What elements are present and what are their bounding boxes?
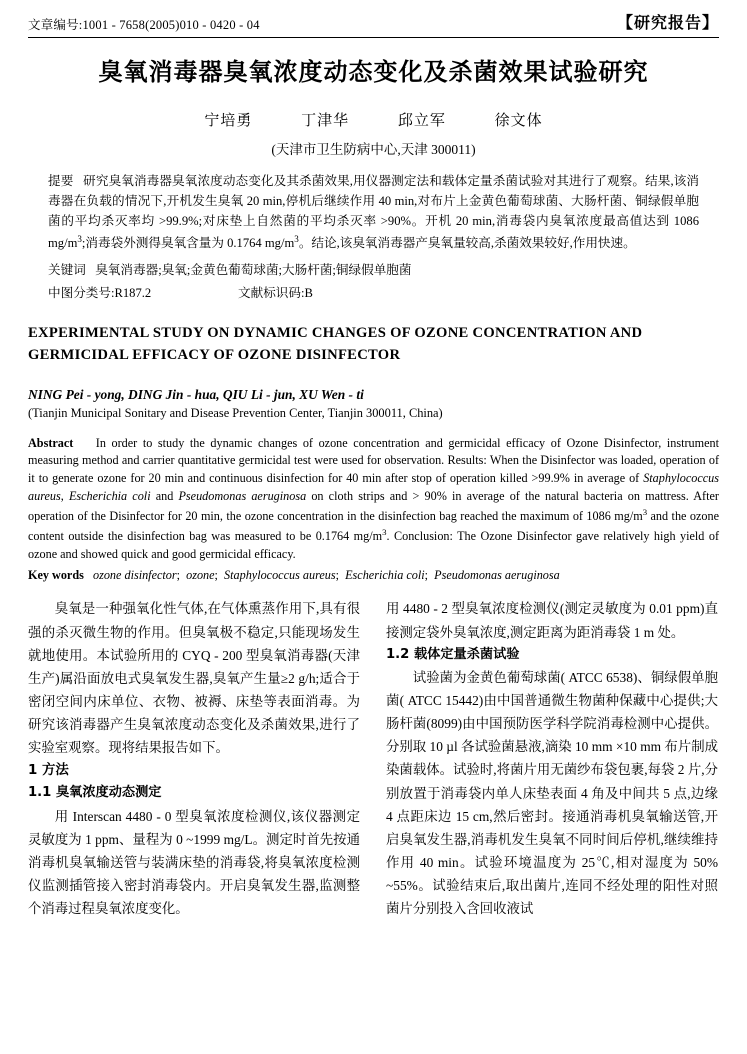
- author-3: 邱立军: [397, 113, 446, 129]
- keywords-en-label: Key words: [28, 568, 84, 583]
- keyword-en-1: ozone disinfector: [93, 568, 177, 583]
- author-4: 徐文体: [494, 113, 543, 129]
- abstract-en-sup-1: 3: [642, 506, 648, 517]
- paragraph-1-1-cont: 用 4480 - 2 型臭氧浓度检测仪(测定灵敏度为 0.01 ppm)直接测定袋外臭氧浓度,测定距离为距消毒袋 1 m 处。: [386, 601, 718, 640]
- abstract-cn-sup-1: 3: [77, 233, 82, 244]
- keywords-cn-text: 臭氧消毒器;臭氧;金黄色葡萄球菌;大肠杆菌;铜绿假单胞菌: [95, 262, 412, 277]
- abstract-cn-sup-2: 3: [294, 233, 299, 244]
- paragraph-1-1: 用 Interscan 4480 - 0 型臭氧浓度检测仪,该仪器测定灵敏度为 1 ppm、量程为 0 ~1999 mg/L。测定时首先按通消毒机臭氧输送管与装满床垫的消毒袋,将臭氧浓度检测仪监测插管接入密封消毒袋内。开启臭氧发生器,监测整个消毒过程臭氧浓度变化。: [28, 808, 360, 916]
- affiliation-cn: (天津市卫生防病中心,天津 300011): [271, 142, 476, 157]
- keyword-en-4: Escherichia coli: [345, 568, 425, 583]
- keyword-en-2: ozone: [186, 568, 215, 583]
- author-list: [28, 109, 719, 130]
- column-left: [28, 597, 360, 919]
- abstract-en-sup-2: 3: [382, 526, 387, 537]
- page-header: [28, 10, 719, 37]
- keyword-en-3: Staphylococcus aureus: [224, 568, 336, 583]
- abstract-en-i3: Pseudomonas aeruginosa: [178, 489, 307, 504]
- abstract-en-p4: on cloth strips and > 90% in average of the natural bacteria on mattress. After operation of the Disinfector for 20 min, the ozone concentration in the disinfection bag reached the maximum of 1086 mg/m: [28, 489, 719, 523]
- title-en: EXPERIMENTAL STUDY ON DYNAMIC CHANGES OF OZONE CONCENTRATION AND GERMICIDAL EFFICACY OF OZONE DISINFECTOR: [28, 324, 643, 363]
- body-columns: [28, 597, 719, 919]
- keyword-en-5: Pseudomonas aeruginosa: [434, 568, 560, 583]
- authors-en: NING Pei - yong, DING Jin - hua, QIU Li - jun, XU Wen - ti: [28, 386, 364, 402]
- section-heading-methods: 1 方法: [28, 762, 69, 778]
- abstract-en-p5: and the ozone content outside the disinfection bag was measured to be 0.1764 mg/m: [28, 508, 719, 543]
- classification-row: [48, 282, 699, 301]
- abstract-en-label: Abstract: [28, 435, 74, 450]
- clc-number: 中图分类号:R187.2: [48, 285, 152, 300]
- article-number: 文章编号:1001 - 7658(2005)010 - 0420 - 04: [28, 18, 260, 32]
- abstract-cn-text: 研究臭氧消毒器臭氧浓度动态变化及其杀菌效果,用仪器测定法和载体定量杀菌试验对其进行了观察。结果,该消毒器在负载的情况下,开机发生臭氧 20 min,停机后继续作用 40 min,对布片上金黄色葡萄球菌、大肠杆菌、铜绿假单胞菌的平均杀灭率均 >99.9%;对床垫上自然菌的平均杀灭率 >90%。开机 20 min,消毒袋内臭氧浓度最高值达到 1086 mg/m: [48, 174, 700, 250]
- section-heading-1-2: 1.2 载体定量杀菌试验: [386, 646, 520, 662]
- abstract-en-p6: . Conclusion: The Ozone Disinfector gave relatively high yield of ozone and showed quick and good germicidal efficacy.: [28, 528, 719, 561]
- paragraph-1-2: 试验菌为金黄色葡萄球菌( ATCC 6538)、铜绿假单胞菌( ATCC 15442)由中国普通微生物菌种保藏中心提供;大肠杆菌(8099)由中国预防医学科学院消毒检测中心提供。分别取 10 µl 各试验菌悬液,滴染 10 mm ×10 mm 布片制成染菌载体。试验时,将菌片用无菌纱布袋包裹,每袋 2 片,分别放置于消毒袋内单人床垫表面 4 角及中间共 5 点,边缘 4 点距床边 15 cm,然后密封。接通消毒机臭氧输送管,开启臭氧发生器,消毒机发生臭氧不同时间后停机,继续维持作用 40 min。试验环境温度为 25℃,相对湿度为 50% ~55%。试验结束后,取出菌片,连同不经处理的阳性对照菌片分别投入含回收液试: [386, 670, 718, 916]
- intro-paragraph: 臭氧是一种强氧化性气体,在气体熏蒸作用下,具有很强的杀灭微生物的作用。但臭氧极不稳定,只能现场发生就地使用。本试验所用的 CYQ - 200 型臭氧消毒器(天津生产)属沿面放电式臭氧发生器,臭氧产生量≥2 g/h;适合于密闭空间内床单位、衣物、被褥、床垫等表面消毒。为研究该消毒器产生臭氧浓度动态变化及杀菌效果,进行了实验室观察。现将结果报告如下。: [28, 601, 360, 755]
- abstract-cn: [48, 172, 699, 254]
- abstract-en-p1: In order to study the dynamic changes of ozone concentration and germicidal efficacy of Ozone Disinfector, instrument measuring method and carrier quantitative germicidal test were used for observation. Results: When the Disinfector was loaded, operation of it to generate ozone for 20 min and continuous disinfection for 40 min after stop of operation killed >99.9% in average of: [28, 435, 720, 486]
- abstract-en-i1: Staphylococcus aureus: [28, 471, 719, 504]
- page-title: 臭氧消毒器臭氧浓度动态变化及杀菌效果试验研究: [98, 58, 649, 86]
- keywords-en: Key words ozone disinfector; ozone; Staphylococcus aureus; Escherichia coli; Pseudomonas aeruginosa: [28, 568, 560, 583]
- header-divider: [28, 37, 719, 38]
- author-1: 宁培勇: [204, 113, 253, 129]
- abstract-en-p2: ,: [60, 489, 69, 504]
- abstract-cn-label: 提要: [48, 174, 74, 188]
- affiliation-en: (Tianjin Municipal Sonitary and Disease Prevention Center, Tianjin 300011, China): [28, 405, 443, 420]
- document-code: 文献标识码:B: [238, 285, 313, 300]
- abstract-en: [28, 435, 719, 564]
- keywords-cn: [48, 260, 699, 280]
- abstract-cn-text-2: ;消毒袋外测得臭氧含量为 0.1764 mg/m: [81, 235, 295, 250]
- report-tag: 【研究报告】: [616, 13, 719, 32]
- abstract-en-i2: Escherichia coli: [68, 489, 151, 504]
- keywords-cn-label: 关键词: [48, 262, 86, 277]
- author-2: 丁津华: [301, 113, 350, 129]
- abstract-cn-text-3: 。结论,该臭氧消毒器产臭氧量较高,杀菌效果较好,作用快速。: [298, 235, 636, 250]
- column-right: [386, 597, 718, 919]
- section-heading-1-1: 1.1 臭氧浓度动态测定: [28, 784, 162, 800]
- abstract-en-p3: and: [150, 489, 179, 504]
